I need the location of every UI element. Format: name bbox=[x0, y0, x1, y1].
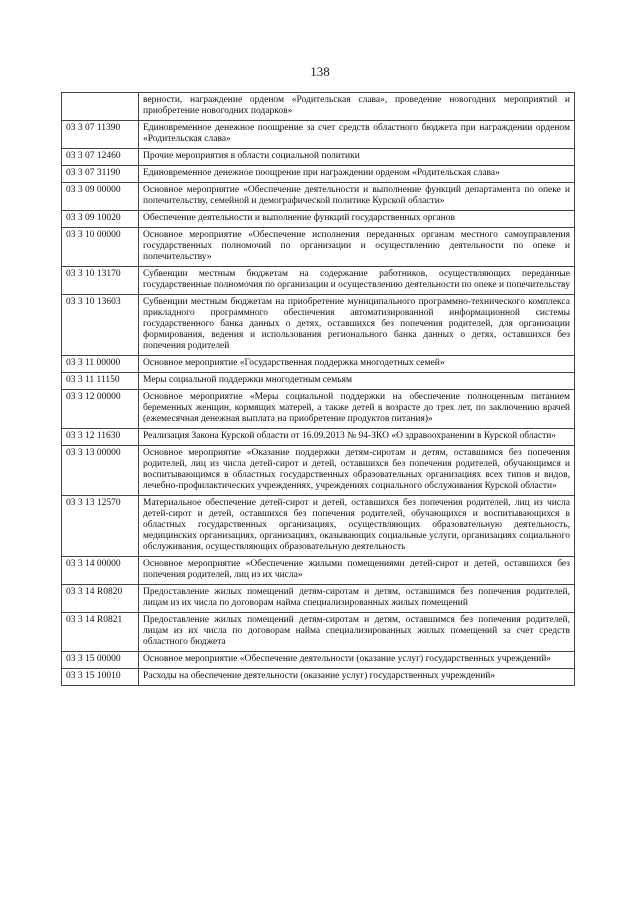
table-row bbox=[62, 446, 575, 496]
budget-code-cell: 03 3 10 00000 bbox=[62, 228, 139, 267]
budget-code-cell: 03 3 07 31190 bbox=[62, 166, 139, 183]
description-cell: Основное мероприятие «Обеспечение жилыми помещениями детей-сирот и детей, оставшихся без попечения родителей, лиц из их числа» bbox=[139, 557, 575, 585]
budget-code-cell: 03 3 11 11150 bbox=[62, 373, 139, 390]
description-cell: Основное мероприятие «Оказание поддержки детям-сиротам и детям, оставшимся без попечения родителей, лиц из числа детей-сирот и детей, оставшихся без попечения родителей, обучающимся и воспитывающимся в областных государственных образовательных организациях всех типов и видов, лечебно-профилактических учреждениях, учреждениях социального обслуживания Курской области» bbox=[139, 446, 575, 496]
description-cell: Прочие мероприятия в области социальной политики bbox=[139, 149, 575, 166]
table-row bbox=[62, 652, 575, 669]
budget-code-cell bbox=[62, 93, 139, 121]
table-row bbox=[62, 211, 575, 228]
description-cell: Реализация Закона Курской области от 16.09.2013 № 94-ЗКО «О здравоохранении в Курской области» bbox=[139, 429, 575, 446]
budget-code-cell: 03 3 14 R0820 bbox=[62, 585, 139, 613]
budget-code-cell: 03 3 15 10010 bbox=[62, 669, 139, 686]
budget-code-cell: 03 3 12 00000 bbox=[62, 390, 139, 429]
description-cell: Основное мероприятие «Меры социальной поддержки на обеспечение полноценным питанием беременных женщин, кормящих матерей, а также детей в возрасте до трех лет, по заключению врачей (ежемесячная денежная выплата на приобретение продуктов питания)» bbox=[139, 390, 575, 429]
description-cell: Материальное обеспечение детей-сирот и детей, оставшихся без попечения родителей, лиц из числа детей-сирот и детей, оставшихся без попечения родителей, обучающихся и воспитывающихся в областных государственных организациях, осуществляющих образовательную деятельность, медицинских организациях, организациях, оказывающих социальные услуги, организациях социального обслуживания, осуществляющих образовательную деятельность bbox=[139, 496, 575, 557]
table-row bbox=[62, 228, 575, 267]
budget-code-cell: 03 3 14 R0821 bbox=[62, 613, 139, 652]
table-row bbox=[62, 429, 575, 446]
description-cell: Единовременное денежное поощрение при награждении орденом «Родительская слава» bbox=[139, 166, 575, 183]
budget-code-cell: 03 3 07 11390 bbox=[62, 121, 139, 149]
budget-code-cell: 03 3 11 00000 bbox=[62, 356, 139, 373]
budget-code-cell: 03 3 12 11630 bbox=[62, 429, 139, 446]
description-cell: Единовременное денежное поощрение за счет средств областного бюджета при награждении орденом «Родительская слава» bbox=[139, 121, 575, 149]
budget-code-cell: 03 3 10 13170 bbox=[62, 267, 139, 295]
table-row bbox=[62, 585, 575, 613]
table-row bbox=[62, 557, 575, 585]
page-number: 138 bbox=[310, 64, 330, 79]
table-row bbox=[62, 183, 575, 211]
description-cell: Предоставление жилых помещений детям-сиротам и детям, оставшимся без попечения родителей, лицам из их числа по договорам найма специализированных жилых помещений bbox=[139, 585, 575, 613]
budget-code-cell: 03 3 15 00000 bbox=[62, 652, 139, 669]
table-row bbox=[62, 496, 575, 557]
description-cell: Основное мероприятие «Обеспечение деятельности (оказание услуг) государственных учреждений» bbox=[139, 652, 575, 669]
description-cell: Основное мероприятие «Обеспечение деятельности и выполнение функций департамента по опеке и попечительству, семейной и демографической политике Курской области» bbox=[139, 183, 575, 211]
description-cell: Обеспечение деятельности и выполнение функций государственных органов bbox=[139, 211, 575, 228]
budget-code-cell: 03 3 14 00000 bbox=[62, 557, 139, 585]
budget-code-table bbox=[61, 92, 575, 686]
budget-code-cell: 03 3 13 12570 bbox=[62, 496, 139, 557]
description-cell: Расходы на обеспечение деятельности (оказание услуг) государственных учреждений» bbox=[139, 669, 575, 686]
budget-code-cell: 03 3 10 13603 bbox=[62, 295, 139, 356]
description-cell: Субвенции местным бюджетам на содержание работников, осуществляющих переданные государственные полномочия по организации и осуществлению деятельности по опеке и попечительству bbox=[139, 267, 575, 295]
table-row bbox=[62, 613, 575, 652]
table-row bbox=[62, 356, 575, 373]
table-body bbox=[62, 93, 575, 686]
budget-code-cell: 03 3 13 00000 bbox=[62, 446, 139, 496]
budget-code-cell: 03 3 09 10020 bbox=[62, 211, 139, 228]
table-row bbox=[62, 669, 575, 686]
description-cell: Основное мероприятие «Обеспечение исполнения переданных органам местного самоуправления государственных полномочий по организации и осуществлению деятельности по опеке и попечительству» bbox=[139, 228, 575, 267]
description-cell: верности, награждение орденом «Родительская слава», проведение новогодних мероприятий и приобретение новогодних подарков» bbox=[139, 93, 575, 121]
table-row bbox=[62, 267, 575, 295]
description-cell: Основное мероприятие «Государственная поддержка многодетных семей» bbox=[139, 356, 575, 373]
table-row bbox=[62, 390, 575, 429]
description-cell: Субвенции местным бюджетам на приобретение муниципального программно-технического комплекса прикладного программного обеспечения автоматизированной информационной системы государственного банка данных о детях, оставшихся без попечения родителей, для организации формирования, ведения и использования регионального банка данных о детях, оставшихся без попечения родителей bbox=[139, 295, 575, 356]
table-row bbox=[62, 121, 575, 149]
budget-code-cell: 03 3 09 00000 bbox=[62, 183, 139, 211]
description-cell: Меры социальной поддержки многодетным семьям bbox=[139, 373, 575, 390]
budget-code-cell: 03 3 07 12460 bbox=[62, 149, 139, 166]
table-row bbox=[62, 93, 575, 121]
table-row bbox=[62, 166, 575, 183]
table-row bbox=[62, 149, 575, 166]
table-row bbox=[62, 295, 575, 356]
table-row bbox=[62, 373, 575, 390]
description-cell: Предоставление жилых помещений детям-сиротам и детям, оставшимся без попечения родителей, лицам из их числа по договорам найма специализированных жилых помещений за счет средств областного бюджета bbox=[139, 613, 575, 652]
